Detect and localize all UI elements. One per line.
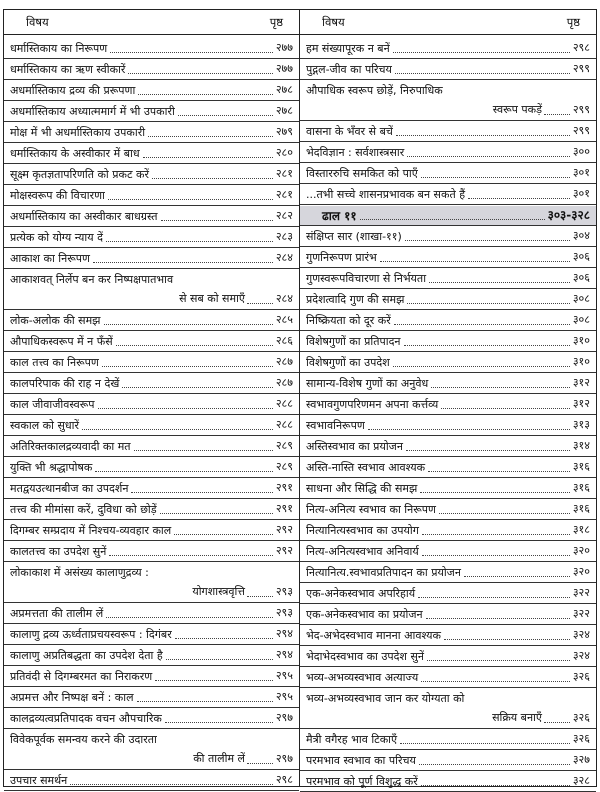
toc-entry	[4, 688, 299, 708]
page-number: २७८	[275, 104, 293, 117]
page-number: २९५	[275, 669, 293, 682]
dot-leader	[155, 680, 273, 681]
entry-title: लोक-अलोक की समझ	[10, 314, 101, 327]
entry-title: औपाधिक स्वरूप छोड़ें, निरुपाधिक	[306, 84, 443, 97]
page-number: २८८	[275, 397, 293, 410]
toc-entry	[4, 249, 299, 269]
dot-leader	[380, 261, 570, 262]
dot-leader	[426, 618, 570, 619]
page-number: ३१०	[572, 334, 590, 347]
toc-entry	[300, 730, 596, 750]
dot-leader	[160, 513, 273, 514]
toc-entry	[300, 164, 596, 184]
dot-leader	[131, 492, 273, 493]
page-number: ३०६	[572, 271, 590, 284]
page-number: २८५	[275, 313, 293, 326]
dot-leader	[360, 219, 545, 220]
toc-entry	[4, 458, 299, 478]
page-number: ३१६	[572, 481, 590, 494]
dot-leader	[431, 387, 570, 388]
dot-leader	[439, 513, 570, 514]
toc-entry	[4, 81, 299, 101]
dot-leader	[122, 387, 273, 388]
left-subject-heading: विषय	[26, 14, 49, 29]
entry-title: परमभाव को पूर्ण विशुद्ध करें	[306, 775, 418, 788]
entry-title: भव्य-अभव्यस्वभाव अत्याज्य	[306, 671, 419, 684]
dot-leader	[418, 597, 570, 598]
page-number: ३२४	[572, 649, 590, 662]
dot-leader	[407, 303, 570, 304]
toc-entry	[300, 311, 596, 331]
entry-title: अधर्मास्तिकाय अध्यात्ममार्ग में भी उपकारी	[10, 105, 175, 118]
dot-leader	[161, 220, 273, 221]
toc-entry	[300, 81, 596, 121]
entry-title: गुणस्वरूपविचारणा से निर्भयता	[306, 272, 427, 285]
right-subject-heading: विषय	[322, 14, 345, 29]
page-number: २८४	[275, 292, 293, 305]
toc-entry	[300, 689, 596, 729]
right-column-header	[300, 10, 596, 35]
toc-entry	[300, 227, 596, 247]
toc-entry	[300, 521, 596, 541]
toc-entry	[4, 500, 299, 520]
toc-entry	[4, 39, 299, 59]
entry-title: अस्तिस्वभाव का प्रयोजन	[306, 440, 403, 453]
dot-leader	[429, 282, 570, 283]
toc-entry	[300, 290, 596, 310]
toc-entry	[300, 626, 596, 646]
page-number: २८७	[275, 355, 293, 368]
dot-leader	[128, 73, 273, 74]
page-number: ३२६	[572, 711, 590, 724]
section-heading-row	[300, 206, 596, 226]
toc-entry	[4, 60, 299, 80]
entry-title: भेदविज्ञान : सर्वशास्त्रसार	[306, 146, 405, 159]
toc-entry	[4, 604, 299, 624]
page-number: २८२	[275, 209, 293, 222]
dot-leader	[468, 198, 570, 199]
toc-entry	[300, 458, 596, 478]
page-number: २९४	[275, 648, 293, 661]
entry-title: कालपरिपाक की राह न देखें	[10, 377, 120, 390]
page-number: ३००	[572, 145, 590, 158]
page-number: ३०६	[572, 250, 590, 263]
entry-title: औपाधिकस्वरूप में न फँसें	[10, 335, 113, 348]
dot-leader	[421, 681, 570, 682]
entry-title: अधर्मास्तिकाय का अस्वीकार बाधग्रस्त	[10, 210, 158, 223]
entry-title: नित्य-अनित्यस्वभाव अनिवार्य	[306, 545, 419, 558]
entry-title: मतद्वयउत्थानबीज का उपदर्शन	[10, 482, 129, 495]
entry-title: गुणनिरूपण प्रारंभ	[306, 251, 377, 264]
dot-leader	[444, 639, 570, 640]
toc-entry	[4, 102, 299, 122]
entry-title: नित्यानित्यस्वभाव का उपयोग	[306, 524, 419, 537]
page-number: २९१	[275, 481, 293, 494]
dot-leader	[174, 534, 273, 535]
entry-title: मोक्षस्वरूप की विचारणा	[10, 189, 105, 202]
page-number: २७७	[275, 62, 293, 75]
entry-title: स्वकाल को सुधारें	[10, 419, 79, 432]
page-number: ३२६	[572, 670, 590, 683]
toc-table	[3, 9, 597, 787]
page-number: ३१४	[572, 439, 590, 452]
toc-entry	[300, 563, 596, 583]
dot-leader	[404, 345, 570, 346]
toc-entry	[4, 416, 299, 436]
entry-title: स्वभावगुणपरिणमन अपना कर्त्तव्य	[306, 398, 439, 411]
entry-title: तत्त्व की मीमांसा करें, दुविधा को छोड़ें	[10, 503, 157, 516]
page-number: २८७	[275, 376, 293, 389]
dot-leader	[395, 73, 570, 74]
entry-title: दिगम्बर सम्प्रदाय में निश्चय-व्यवहार काल	[10, 524, 172, 537]
entry-title: मैत्री वगैरह भाव टिकाएँ	[306, 733, 398, 746]
toc-entry	[300, 374, 596, 394]
page-number: २९२	[275, 544, 293, 557]
toc-entry	[300, 751, 596, 771]
entry-title: नित्य-अनित्य स्वभाव का निरूपण	[306, 503, 437, 516]
dot-leader	[419, 764, 570, 765]
dot-leader	[393, 366, 570, 367]
page-number: ३०८	[572, 292, 590, 305]
toc-entry	[4, 542, 299, 562]
toc-entry	[300, 395, 596, 415]
entry-title: एक-अनेकस्वभाव का प्रयोजन	[306, 608, 423, 621]
entry-title: मोक्ष में भी अधर्मास्तिकाय उपकारी	[10, 126, 146, 139]
toc-entry	[4, 270, 299, 310]
entry-title: नित्यानित्य.स्वभावप्रतिपादन का प्रयोजन	[306, 566, 461, 579]
dot-leader	[544, 722, 570, 723]
dot-leader	[400, 743, 570, 744]
toc-entry	[300, 248, 596, 268]
entry-title: हम संख्यापूरक न बनें	[306, 42, 390, 55]
page-number: ३१२	[572, 397, 590, 410]
entry-title: साधना और सिद्धि की समझ	[306, 482, 418, 495]
toc-entry	[300, 647, 596, 667]
page-number: ३२४	[572, 628, 590, 641]
page-number: ३०३-३२८	[547, 208, 590, 222]
toc-entry	[300, 185, 596, 205]
entry-title: भेदाभेदस्वभाव का उपदेश सुनें	[306, 650, 425, 663]
dot-leader	[106, 617, 273, 618]
toc-entry	[300, 668, 596, 688]
page-number: २९७	[275, 711, 293, 724]
toc-entry	[4, 730, 299, 770]
page-number: ३२०	[572, 544, 590, 557]
dot-leader	[116, 345, 273, 346]
entry-title: प्रदेशत्वादि गुण की समझ	[306, 293, 405, 306]
entry-title-continued: सक्रिय बनाएँ	[492, 711, 542, 724]
entry-title: भव्य-अभव्यस्वभाव जान कर योग्यता को	[306, 692, 465, 705]
page-number: २८९	[275, 439, 293, 452]
entry-title: पुद्गल-जीव का परिचय	[306, 63, 392, 76]
page-number: ३०१	[572, 187, 590, 200]
toc-entry	[300, 772, 596, 792]
entry-title: परमभाव स्वभाव का परिचय	[306, 754, 416, 767]
toc-entry	[4, 667, 299, 687]
dot-leader	[441, 408, 570, 409]
toc-entry	[4, 207, 299, 227]
entry-title: युक्ति भी श्रद्धापोषक	[10, 461, 93, 474]
dot-leader	[82, 429, 273, 430]
entry-title: सूक्ष्म कृतज्ञतापरिणति को प्रकट करें	[10, 168, 149, 181]
page-number: २९२	[275, 523, 293, 536]
page-number: २७९	[275, 125, 293, 138]
page-number: २९८	[275, 773, 293, 786]
entry-title: वासना के भँवर से बचें	[306, 125, 393, 138]
entry-title: विशेषगुणों का प्रतिपादन	[306, 335, 401, 348]
page-number: २८३	[275, 230, 293, 243]
page-number: २८४	[275, 251, 293, 264]
dot-leader	[393, 52, 570, 53]
toc-entry	[300, 332, 596, 352]
page-number: २९५	[275, 690, 293, 703]
toc-entry	[4, 563, 299, 603]
entry-title: आकाशवत् निर्लेप बन कर निष्पक्षपातभाव	[10, 273, 174, 286]
page-number: २९७	[275, 752, 293, 765]
toc-entry	[4, 353, 299, 373]
entry-title: अप्रमत्तता की तालीम लें	[10, 607, 104, 620]
page-number: २८९	[275, 460, 293, 473]
page-number: २९३	[275, 606, 293, 619]
entry-title: काल तत्त्व का निरूपण	[10, 356, 99, 369]
entry-title: काल जीवाजीवस्वरूप	[10, 398, 95, 411]
page-number: २९४	[275, 627, 293, 640]
toc-entry	[4, 144, 299, 164]
toc-entry	[300, 479, 596, 499]
dot-leader	[98, 408, 273, 409]
dot-leader	[421, 785, 570, 786]
dot-leader	[396, 135, 570, 136]
toc-entry	[4, 437, 299, 457]
toc-entry	[300, 353, 596, 373]
page-number: २९९	[572, 124, 590, 137]
page-number: ३१६	[572, 502, 590, 515]
toc-entry	[300, 437, 596, 457]
toc-entry	[300, 143, 596, 163]
page-number: ३०८	[572, 313, 590, 326]
dot-leader	[95, 471, 273, 472]
dot-leader	[134, 450, 273, 451]
entry-title: प्रत्येक को योग्य न्याय दें	[10, 231, 103, 244]
entry-title: स्वभावनिरूपण	[306, 419, 365, 432]
toc-entry	[300, 605, 596, 625]
dot-leader	[165, 722, 273, 723]
dot-leader	[106, 241, 273, 242]
toc-entry	[4, 709, 299, 729]
entry-title-continued: से सब को समाएँ	[179, 292, 245, 305]
entry-title: कालद्रव्यत्वप्रतिपादक वचन औपचारिक	[10, 712, 162, 725]
dot-leader	[70, 784, 273, 785]
dot-leader	[544, 114, 570, 115]
dot-leader	[138, 94, 273, 95]
dot-leader	[93, 262, 273, 263]
dot-leader	[148, 136, 273, 137]
page-number: २८१	[275, 188, 293, 201]
toc-entry	[4, 374, 299, 394]
dot-leader	[247, 763, 273, 764]
page-number: ३०१	[572, 166, 590, 179]
entry-title: अस्ति-नास्ति स्वभाव आवश्यक	[306, 461, 426, 474]
page-number: २८०	[275, 146, 293, 159]
dot-leader	[427, 660, 570, 661]
page-number: २९३	[275, 585, 293, 598]
toc-entry	[300, 60, 596, 80]
page-number: ३१०	[572, 355, 590, 368]
dot-leader	[420, 492, 570, 493]
page-number: २९८	[572, 41, 590, 54]
toc-entry	[4, 228, 299, 248]
page-number: ३२०	[572, 565, 590, 578]
entry-title: अधर्मास्तिकाय द्रव्य की प्ररूपणा	[10, 84, 136, 97]
page-number: ३१३	[572, 418, 590, 431]
dot-leader	[368, 429, 570, 430]
entry-title: संक्षिप्त सार (शाखा-११)	[306, 230, 402, 243]
entry-title: विशेषगुणों का उपदेश	[306, 356, 390, 369]
entry-title: विस्ताररुचि समकित को पाएँ	[306, 167, 418, 180]
page-number: ३२२	[572, 586, 590, 599]
entry-title: लोकाकाश में असंख्य कालाणुद्रव्य :	[10, 566, 149, 579]
entry-title: विवेकपूर्वक समन्वय करने की उदारता	[10, 733, 157, 746]
entry-title: कालाणु द्रव्य ऊर्ध्वताप्रचयस्वरूप : दिगंबर	[10, 628, 172, 641]
dot-leader	[166, 659, 273, 660]
dot-leader	[406, 450, 570, 451]
toc-entry	[300, 122, 596, 142]
toc-entry	[300, 269, 596, 289]
toc-entry	[4, 625, 299, 645]
dot-leader	[421, 177, 570, 178]
page-number: ३२६	[572, 732, 590, 745]
entry-title: कालतत्त्व का उपदेश सुनें	[10, 545, 107, 558]
entry-title: आकाश का निरूपण	[10, 252, 91, 265]
toc-entry	[4, 165, 299, 185]
section-title: ढाल ११	[322, 209, 357, 223]
page-number: २८८	[275, 418, 293, 431]
dot-leader	[109, 555, 273, 556]
dot-leader	[152, 178, 273, 179]
entry-title: धर्मास्तिकाय के अस्वीकार में बाध	[10, 147, 140, 160]
right-page-heading: पृष्ठ	[566, 14, 580, 29]
toc-entry	[300, 39, 596, 59]
toc-entry	[4, 332, 299, 352]
right-column	[300, 10, 596, 786]
entry-title: निष्क्रियता को दूर करें	[306, 314, 391, 327]
entry-title: धर्मास्तिकाय का निरूपण	[10, 42, 108, 55]
entry-title-continued: की तालीम लें	[193, 752, 245, 765]
dot-leader	[175, 638, 273, 639]
entry-title-continued: योगशास्त्रवृत्ति	[192, 585, 245, 598]
toc-entry	[300, 416, 596, 436]
entry-title: धर्मास्तिकाय का ऋण स्वीकारें	[10, 63, 126, 76]
left-page-heading: पृष्ठ	[269, 14, 283, 29]
toc-entry	[4, 123, 299, 143]
toc-entry	[4, 395, 299, 415]
page-number: २८१	[275, 167, 293, 180]
toc-entry	[4, 186, 299, 206]
page-number: ३२७	[572, 753, 590, 766]
page-number: २७८	[275, 83, 293, 96]
toc-entry	[4, 771, 299, 791]
entry-title: अतिरिक्तकालद्रव्यवादी का मत	[10, 440, 131, 453]
entry-title: अप्रमत्त और निष्पक्ष बनें : काल	[10, 691, 134, 704]
dot-leader	[422, 534, 570, 535]
dot-leader	[110, 52, 273, 53]
toc-entry	[4, 521, 299, 541]
page-number: ३१८	[572, 523, 590, 536]
dot-leader	[137, 701, 273, 702]
entry-title: सामान्य-विशेष गुणों का अनुवेध	[306, 377, 429, 390]
page-number: २७७	[275, 41, 293, 54]
entry-title: भेद-अभेदस्वभाव मानना आवश्यक	[306, 629, 441, 642]
page-number: २९९	[572, 62, 590, 75]
entry-title: ...तभी सच्चे शासनप्रभावक बन सकते हैं	[306, 188, 466, 201]
dot-leader	[428, 471, 570, 472]
dot-leader	[108, 199, 273, 200]
dot-leader	[104, 324, 273, 325]
dot-leader	[405, 240, 570, 241]
entry-title: प्रतिवंदी से दिगम्बरमत का निराकरण	[10, 670, 153, 683]
dot-leader	[407, 156, 570, 157]
entry-title: एक-अनेकस्वभाव अपरिहार्य	[306, 587, 416, 600]
toc-entry	[4, 311, 299, 331]
dot-leader	[178, 115, 273, 116]
dot-leader	[394, 324, 570, 325]
page-number: ३२८	[572, 774, 590, 787]
dot-leader	[143, 157, 273, 158]
page-number: ३२२	[572, 607, 590, 620]
page-number: ३१६	[572, 460, 590, 473]
dot-leader	[422, 555, 570, 556]
dot-leader	[464, 576, 570, 577]
left-column-header	[4, 10, 299, 35]
page-number: २९१	[275, 502, 293, 515]
page-number: ३०४	[572, 229, 590, 242]
entry-title-continued: स्वरूप पकड़ें	[492, 103, 542, 116]
dot-leader	[247, 303, 273, 304]
left-column	[4, 10, 300, 786]
page-number: २९९	[572, 103, 590, 116]
dot-leader	[102, 366, 273, 367]
entry-title: कालाणु अप्रतिबद्धता का उपदेश देता है	[10, 649, 163, 662]
entry-title: उपचार समर्थन	[10, 774, 68, 787]
dot-leader	[247, 596, 273, 597]
toc-entry	[4, 646, 299, 666]
toc-entry	[300, 584, 596, 604]
toc-entry	[4, 479, 299, 499]
page-number: २८६	[275, 334, 293, 347]
page-number: ३१२	[572, 376, 590, 389]
toc-entry	[300, 542, 596, 562]
toc-entry	[300, 500, 596, 520]
